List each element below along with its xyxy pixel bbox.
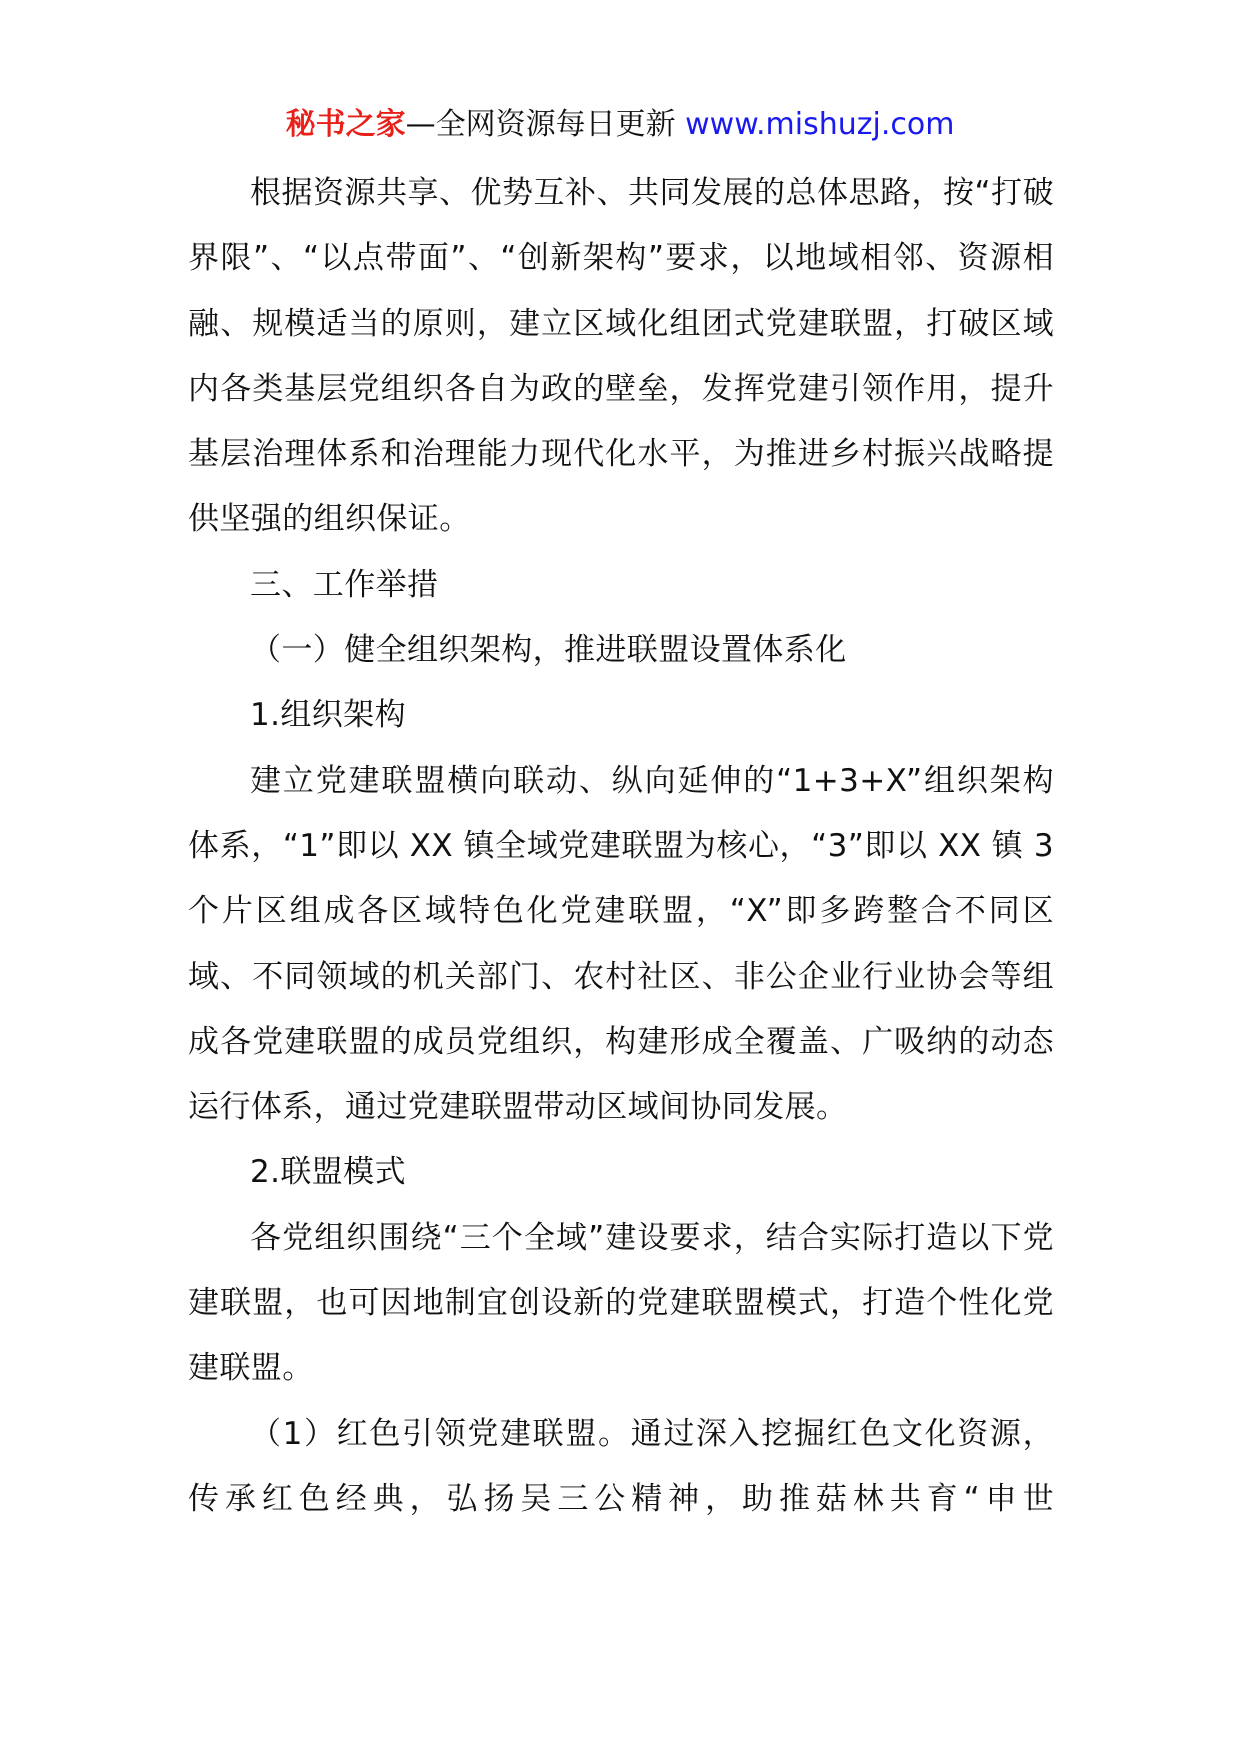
- paragraph-overall-approach: 根据资源共享、优势互补、共同发展的总体思路，按“打破界限”、“以点带面”、“创新架构”要求，以地域相邻、资源相融、规模适当的原则，建立区域化组团式党建联盟，打破区域内各类基层党组织各自为政的壁垒，发挥党建引领作用，提升基层治理体系和治理能力现代化水平，为推进乡村振兴战略提供坚强的组织保证。: [188, 175, 1054, 538]
- section-heading-work-measures: 三、工作举措: [250, 566, 439, 603]
- item-heading-alliance-mode: 2.联盟模式: [250, 1154, 406, 1191]
- site-slogan: —全网资源每日更新: [405, 107, 686, 142]
- document-body: [188, 161, 1054, 1532]
- item-heading-org-structure: 1.组织架构: [250, 697, 406, 734]
- paragraph-alliance-mode: 各党组织围绕“三个全域”建设要求，结合实际打造以下党建联盟，也可因地制宜创设新的党建联盟模式，打造个性化党建联盟。: [188, 1219, 1054, 1387]
- site-url-link[interactable]: www.mishuzj.com: [685, 107, 955, 142]
- site-brand: 秘书之家: [285, 107, 406, 142]
- paragraph-red-leadership-alliance: （1）红色引领党建联盟。通过深入挖掘红色文化资源，传承红色经典，弘扬吴三公精神，助推菇林共育“申世: [188, 1415, 1054, 1517]
- site-header: [0, 100, 1240, 150]
- subsection-heading-organization: （一）健全组织架构，推进联盟设置体系化: [250, 632, 847, 669]
- paragraph-org-structure: 建立党建联盟横向联动、纵向延伸的“1+3+X”组织架构体系，“1”即以 XX 镇全域党建联盟为核心，“3”即以 XX 镇 3 个片区组成各区域特色化党建联盟，“X”即多跨整合不同区域、不同领域的机关部门、农村社区、非公企业行业协会等组成各党建联盟的成员党组织，构建形成全覆盖、广吸纳的动态运行体系，通过党建联盟带动区域间协同发展。: [188, 762, 1054, 1126]
